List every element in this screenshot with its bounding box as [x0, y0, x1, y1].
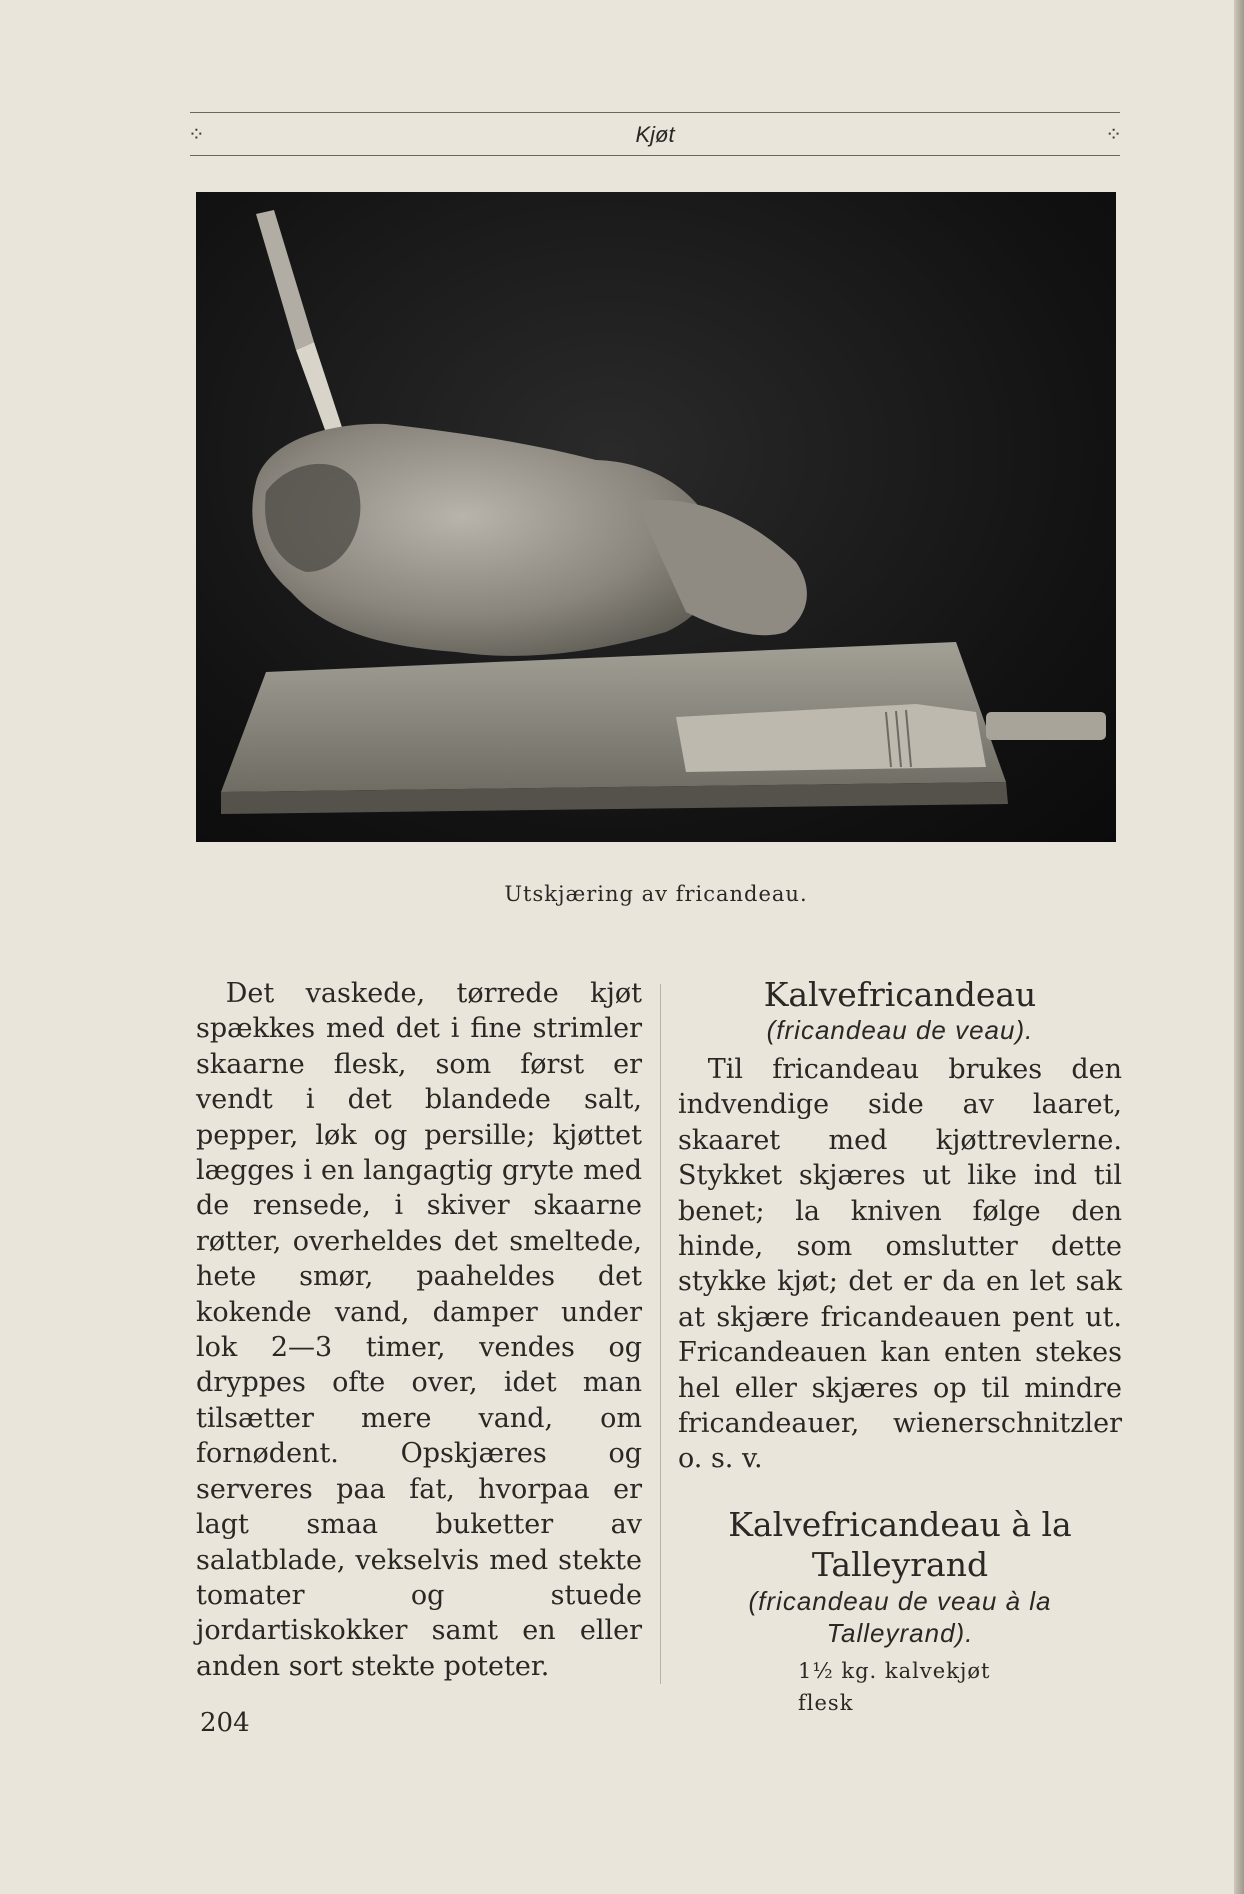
ornament-right-icon: ⁘ [1105, 122, 1122, 146]
running-head [190, 112, 1120, 156]
running-head-title: Kjøt [635, 122, 675, 147]
ingredient-item: 1½ kg. kalvekjøt [798, 1658, 991, 1683]
recipe-text-kalvefricandeau: Til fricandeau brukes den indvendige side av laaret, skaaret med kjøttrevlerne. Stykket skjæres ut like ind til benet; la kniven følge den hinde, som omslutter dette stykke kjøt; det er da en let sak at skjære fricandeauen pent ut. Fricandeauen kan enten stekes hel eller skjæres op til mindre fricandeauer, wienerschnitzler o. s. v. [678, 1054, 1122, 1475]
knife-handle [256, 210, 314, 350]
board-handle [986, 712, 1106, 740]
figure-caption: Utskjæring av fricandeau. [504, 882, 808, 906]
page-number: 204 [200, 1708, 250, 1738]
ornament-left-icon: ⁘ [188, 122, 205, 146]
recipe-subtitle-talleyrand: (fricandeau de veau à la Talleyrand). [748, 1585, 1052, 1648]
right-column [678, 976, 1122, 1719]
column-divider [660, 984, 661, 1684]
page-edge [1234, 0, 1244, 1894]
meat-photo [196, 192, 1116, 842]
meat-photo-illustration [196, 192, 1116, 842]
recipe-title-kalvefricandeau: Kalvefricandeau [763, 975, 1037, 1014]
ingredient-item: flesk [798, 1690, 854, 1715]
ingredient-list [798, 1655, 1122, 1719]
recipe-subtitle-kalvefricandeau: (fricandeau de veau). [766, 1015, 1034, 1045]
recipe-title-talleyrand: Kalvefricandeau à la Talleyrand [728, 1504, 1072, 1584]
left-column [196, 976, 642, 1684]
left-column-paragraph: Det vaskede, tørrede kjøt spækkes med det i fine strimler skaarne flesk, som først er vendt i det blandede salt, pepper, løk og persille; kjøttet lægges i en langagtig gryte med de rensede, i skiver skaarne røtter, overheldes det smeltede, hete smør, paaheldes det kokende vand, damper under lok 2—3 timer, vendes og dryppes ofte over, idet man tilsætter mere vand, om fornødent. Opskjæres og serveres paa fat, hvorpaa er lagt smaa buketter av salatblade, vekselvis med stekte tomater og stuede jordartiskokker samt en eller anden sort stekte poteter. [196, 978, 642, 1682]
